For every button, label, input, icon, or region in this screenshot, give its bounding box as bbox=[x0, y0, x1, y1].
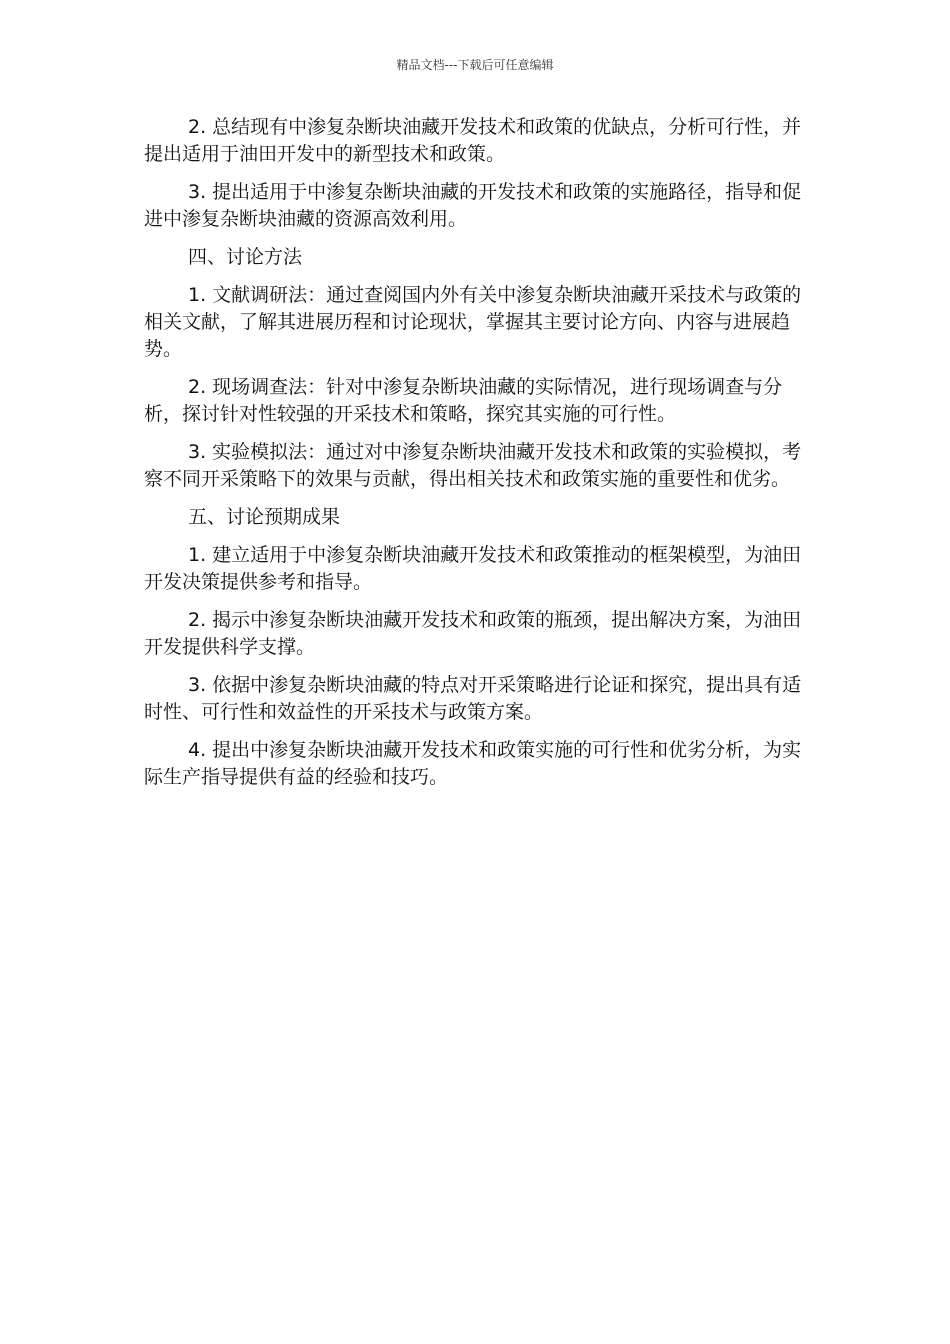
section-heading-methods: 四、讨论方法 bbox=[188, 246, 303, 268]
section-heading-outcomes: 五、讨论预期成果 bbox=[188, 506, 341, 528]
paragraph-method-2: 2. 现场调查法：针对中渗复杂断块油藏的实际情况，进行现场调查与分析，探讨针对性较强的开采技术和策略，探究其实施的可行性。 bbox=[144, 376, 783, 425]
paragraph-outcome-4: 4. 提出中渗复杂断块油藏开发技术和政策实施的可行性和优劣分析，为实际生产指导提供有益的经验和技巧。 bbox=[144, 739, 802, 788]
paragraph-method-3: 3. 实验模拟法：通过对中渗复杂断块油藏开发技术和政策的实验模拟，考察不同开采策略下的效果与贡献，得出相关技术和政策实施的重要性和优劣。 bbox=[144, 441, 802, 490]
paragraph-outcome-2: 2. 揭示中渗复杂断块油藏开发技术和政策的瓶颈，提出解决方案，为油田开发提供科学支撑。 bbox=[144, 609, 802, 658]
document-body bbox=[144, 114, 808, 802]
paragraph-method-1: 1. 文献调研法：通过查阅国内外有关中渗复杂断块油藏开采技术与政策的相关文献，了解其进展历程和讨论现状，掌握其主要讨论方向、内容与进展趋势。 bbox=[144, 284, 802, 360]
paragraph-outcome-1: 1. 建立适用于中渗复杂断块油藏开发技术和政策推动的框架模型，为油田开发决策提供参考和指导。 bbox=[144, 544, 802, 593]
page-header: 精品文档---下载后可任意编辑 bbox=[396, 58, 554, 72]
paragraph-goal-3: 3. 提出适用于中渗复杂断块油藏的开发技术和政策的实施路径，指导和促进中渗复杂断块油藏的资源高效利用。 bbox=[144, 181, 802, 230]
paragraph-goal-2: 2. 总结现有中渗复杂断块油藏开发技术和政策的优缺点，分析可行性，并提出适用于油田开发中的新型技术和政策。 bbox=[144, 116, 802, 165]
paragraph-outcome-3: 3. 依据中渗复杂断块油藏的特点对开采策略进行论证和探究，提出具有适时性、可行性和效益性的开采技术与政策方案。 bbox=[144, 674, 802, 723]
